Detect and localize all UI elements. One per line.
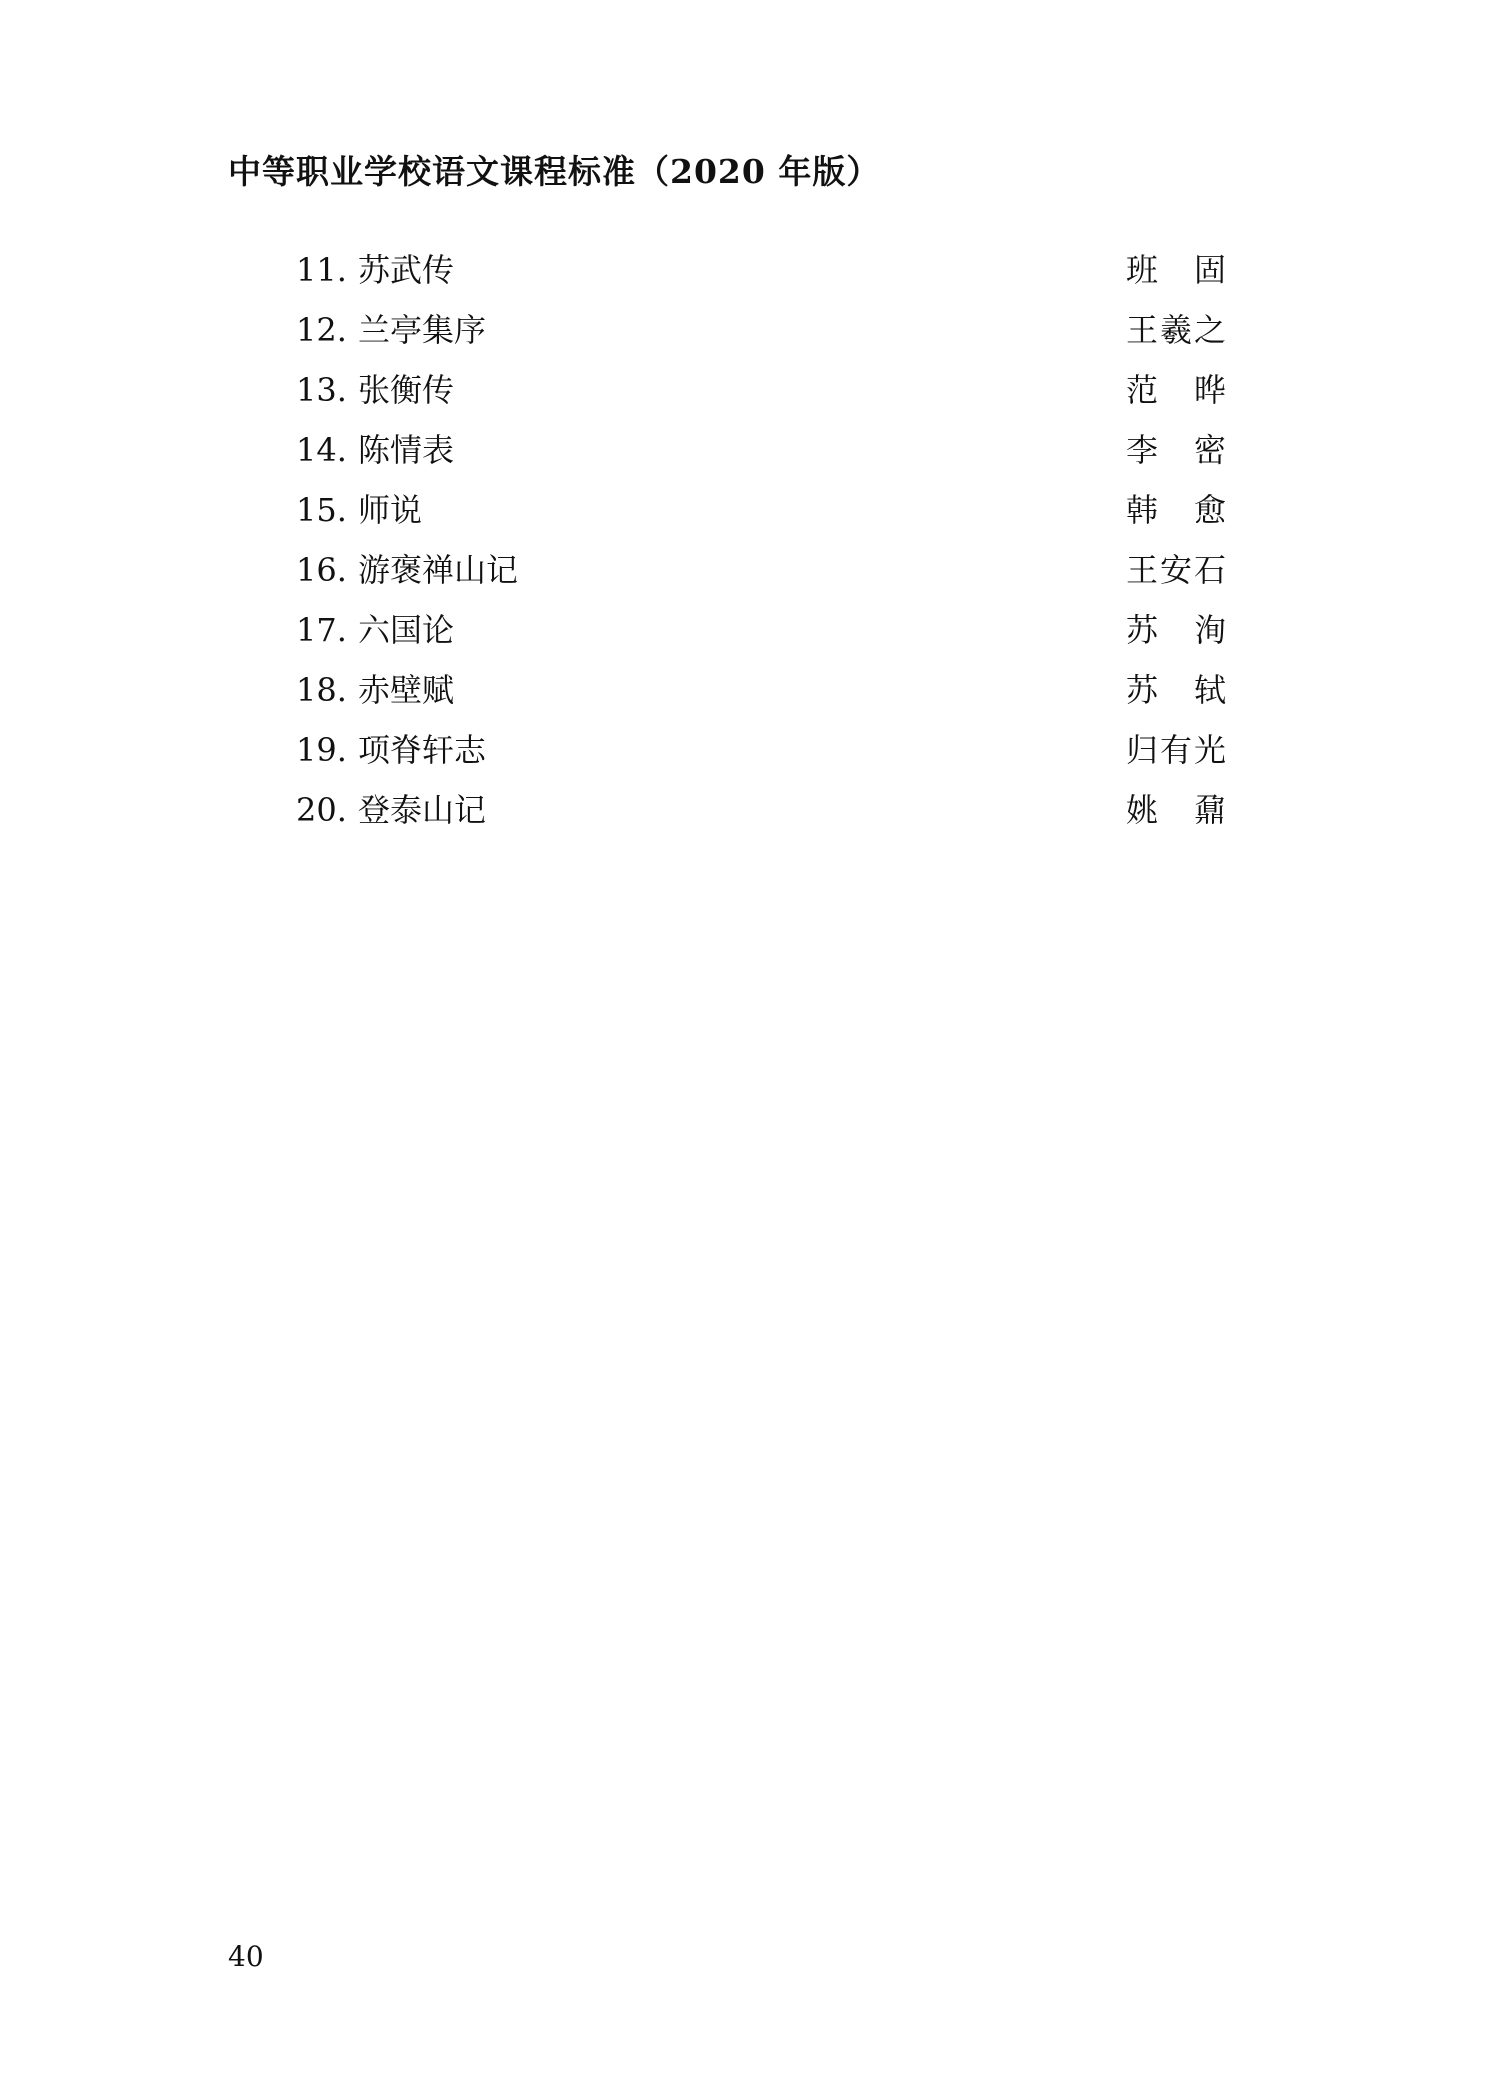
list-item xyxy=(296,610,1226,670)
running-header-title: 中等职业学校语文课程标准（2020 年版） xyxy=(228,152,881,191)
item-number: 17. xyxy=(296,611,347,649)
item-number: 16. xyxy=(296,551,347,589)
list-item xyxy=(296,430,1226,490)
item-number: 15. xyxy=(296,491,347,529)
item-number: 12. xyxy=(296,311,347,349)
item-title: 游褒禅山记 xyxy=(358,551,519,589)
item-number: 19. xyxy=(296,731,347,769)
item-title: 六国论 xyxy=(358,611,455,649)
item-author: 班固 xyxy=(1126,251,1226,289)
item-author: 李密 xyxy=(1126,431,1226,469)
list-item xyxy=(296,730,1226,790)
item-author: 归有光 xyxy=(1126,731,1226,769)
item-author: 苏轼 xyxy=(1126,671,1226,709)
item-number: 13. xyxy=(296,371,347,409)
item-author: 苏洵 xyxy=(1126,611,1226,649)
item-title: 赤壁赋 xyxy=(358,671,455,709)
item-author: 王羲之 xyxy=(1126,311,1226,349)
item-title: 师说 xyxy=(358,491,423,529)
item-title: 张衡传 xyxy=(358,371,455,409)
item-author: 范晔 xyxy=(1126,371,1226,409)
item-author: 姚鼐 xyxy=(1126,791,1226,829)
list-item xyxy=(296,370,1226,430)
list-item xyxy=(296,790,1226,850)
list-item xyxy=(296,670,1226,730)
item-title: 陈情表 xyxy=(358,431,455,469)
item-author: 韩愈 xyxy=(1126,491,1226,529)
item-title: 登泰山记 xyxy=(358,791,487,829)
reading-list xyxy=(296,250,1226,850)
page-number: 40 xyxy=(228,1940,264,1973)
item-number: 20. xyxy=(296,791,347,829)
item-title: 苏武传 xyxy=(358,251,455,289)
list-item xyxy=(296,310,1226,370)
item-number: 11. xyxy=(296,251,347,289)
item-number: 14. xyxy=(296,431,347,469)
item-title: 项脊轩志 xyxy=(358,731,487,769)
list-item xyxy=(296,550,1226,610)
list-item xyxy=(296,490,1226,550)
item-number: 18. xyxy=(296,671,347,709)
item-author: 王安石 xyxy=(1126,551,1226,589)
item-title: 兰亭集序 xyxy=(358,311,487,349)
list-item xyxy=(296,250,1226,310)
